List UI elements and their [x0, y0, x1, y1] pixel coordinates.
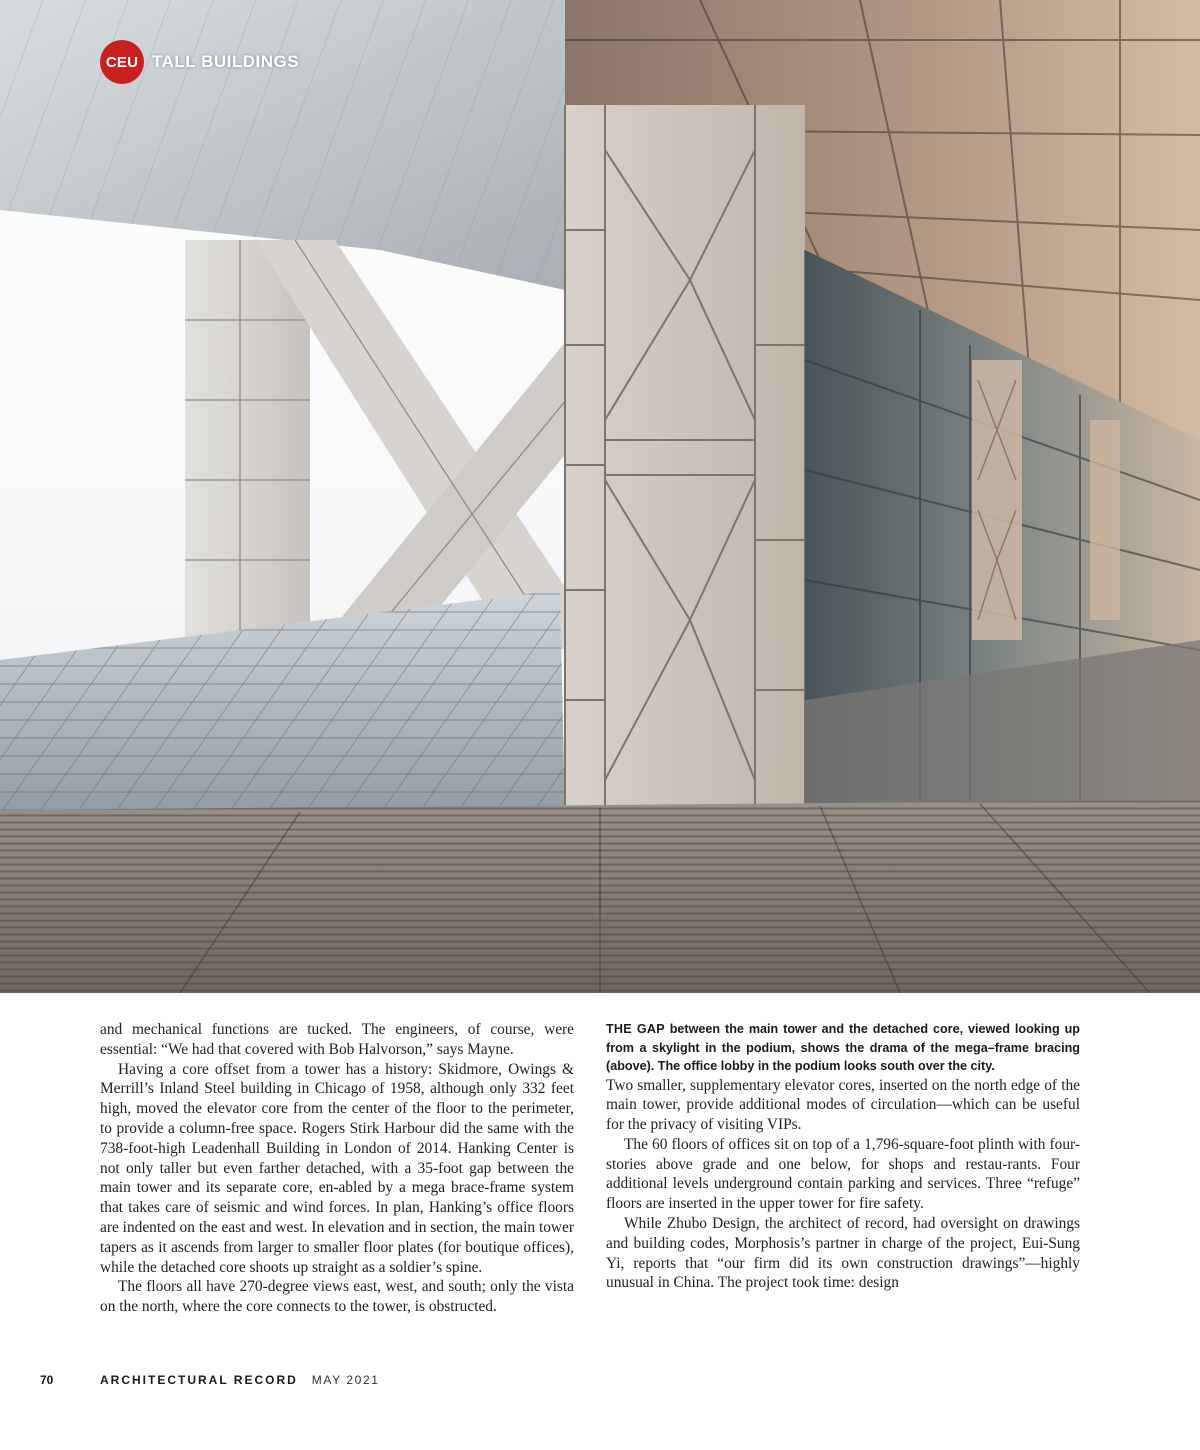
paragraph: While Zhubo Design, the architect of record, had oversight on drawings and building codes, Morphosis’s partner in charge of the project, Eui-Sung Yi, reports that “our firm did its own construction drawings”—highly unusual in China. The project took time: design [606, 1215, 1080, 1292]
caption-lead: THE GAP [606, 1022, 665, 1036]
caption-text: between the main tower and the detached core, viewed looking up from a skylight in the podium, shows the drama of the mega–frame bracing (above). The office lobby in the podium looks south over the city. [606, 1022, 1080, 1073]
ceu-badge: CEU [100, 40, 144, 84]
page-footer [40, 1373, 380, 1387]
magazine-name: ARCHITECTURAL RECORD [100, 1373, 298, 1387]
section-name: TALL BUILDINGS [152, 52, 300, 71]
page-number: 70 [40, 1373, 54, 1387]
paragraph: The floors all have 270-degree views east, west, and south; only the vista on the north, where the core connects to the tower, is obstructed. [100, 1278, 574, 1316]
paragraph: Two smaller, supplementary elevator cores, inserted on the north edge of the main tower, provide additional modes of circulation—which can be useful for the privacy of visiting VIPs. [606, 1076, 1080, 1134]
article-left-column [100, 1020, 574, 1317]
paragraph: and mechanical functions are tucked. The engineers, of course, were essential: “We had that covered with Bob Halvorson,” says Mayne. [100, 1021, 574, 1058]
section-tag [100, 40, 299, 84]
issue-date: MAY 2021 [311, 1373, 380, 1387]
paragraph: Having a core offset from a tower has a history: Skidmore, Owings & Merrill’s Inland Steel building in Chicago of 1958, although only 332 feet high, moved the elevator core from the center of the floor to the perimeter, to provide a column-free space. Rogers Stirk Harbour did the same with the 738-foot-high Leadenhall Building in London of 2014. Hanking Center is not only taller but even farther detached, with a 35-foot gap between the main tower and its separate core, en-abled by a mega brace-frame system that takes care of seismic and wind forces. In plan, Hanking’s office floors are indented on the east and west. In elevation and in section, the main tower tapers as it ascends from larger to smaller floor plates (for boutique offices), while the detached core shoots up straight as a soldier’s spine. [100, 1060, 574, 1276]
article-right-column [606, 1020, 1080, 1293]
photo-caption [606, 1020, 1080, 1076]
paragraph: The 60 floors of offices sit on top of a 1,796-square-foot plinth with four-stories above grade and one below, for shops and restau-rants. Four additional levels underground contain parking and services. Three “refuge” floors are inserted in the upper tower for fire safety. [606, 1135, 1080, 1213]
